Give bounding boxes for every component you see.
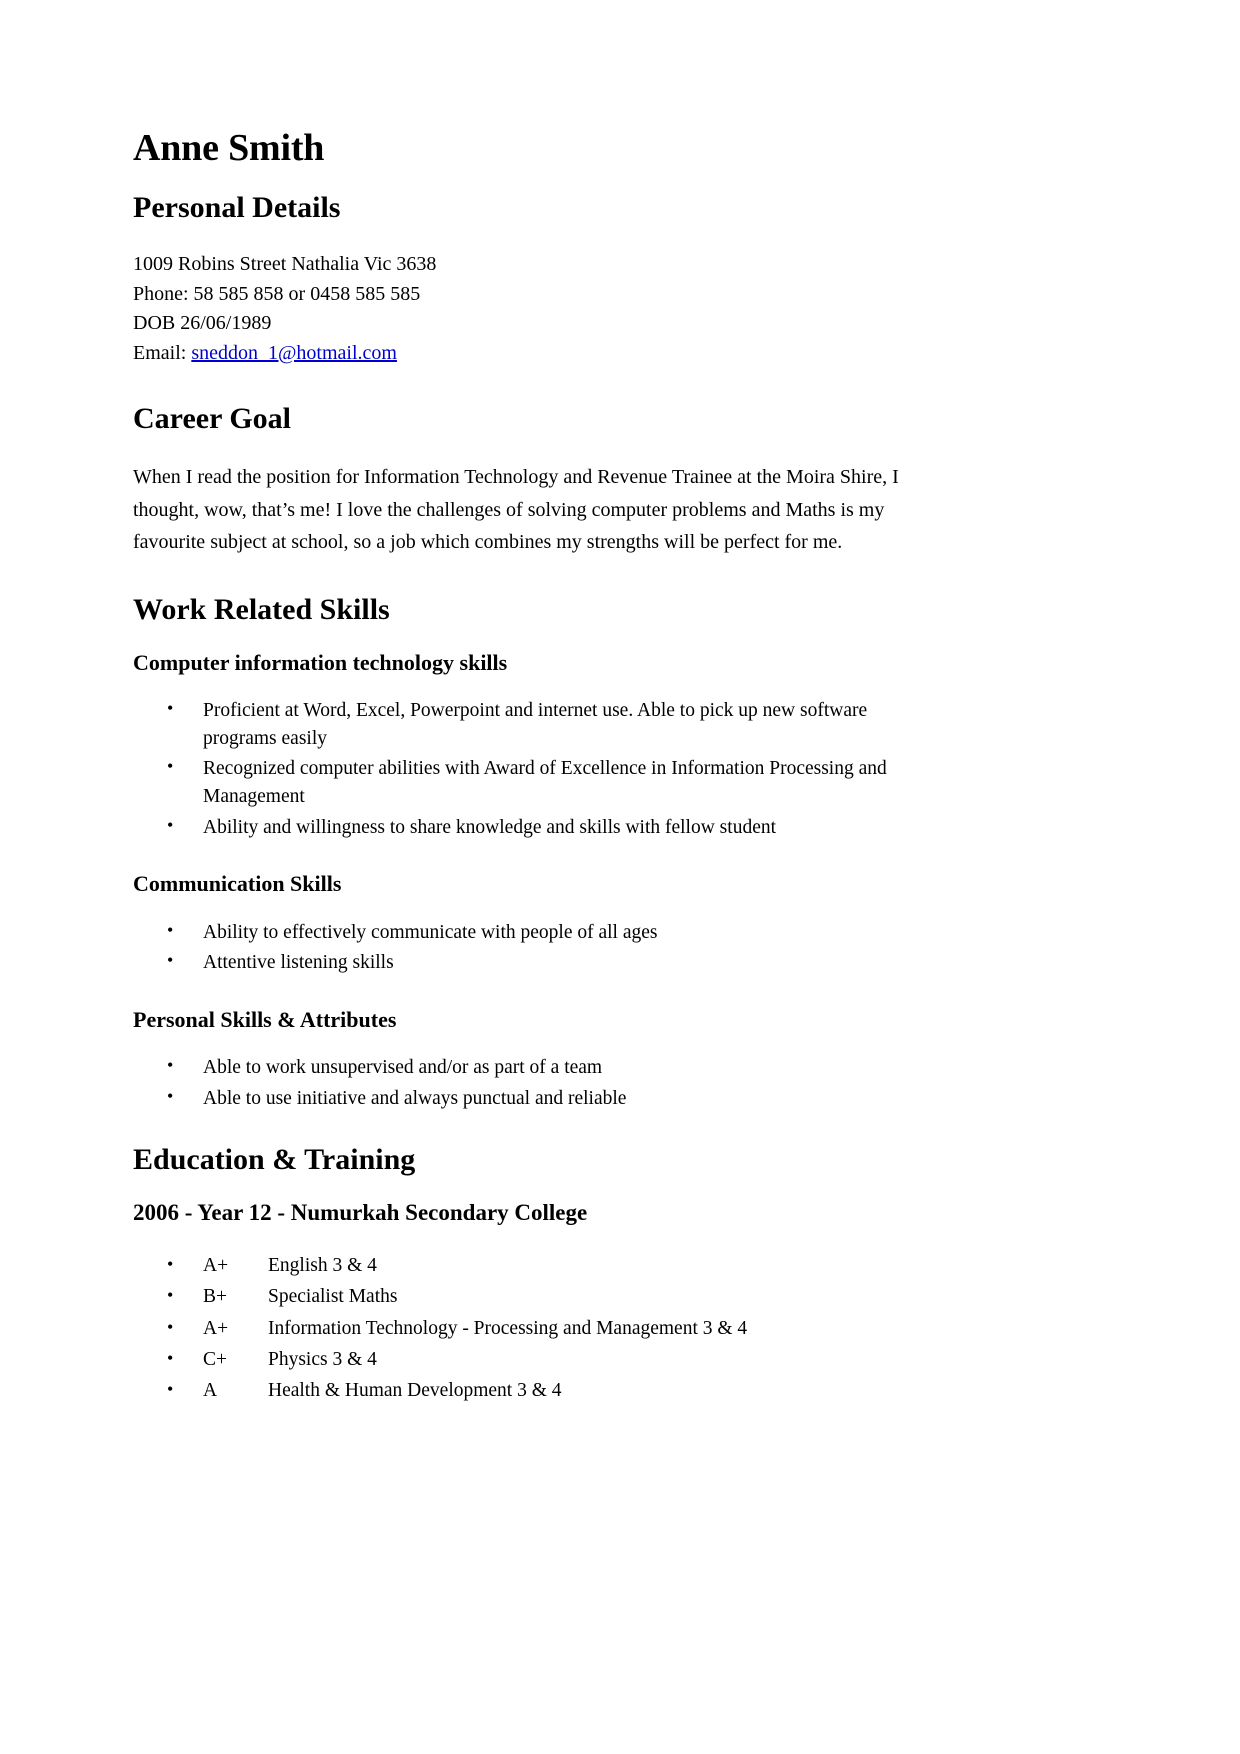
list-item: • Ability and willingness to share knowledge and skills with fellow student [133,814,933,842]
list-computer-skills [133,697,933,841]
list-personal-skills [133,1054,933,1112]
list-item [133,1252,933,1280]
address-line: 1009 Robins Street Nathalia Vic 3638 [133,253,437,276]
list-item: • Able to use initiative and always punctual and reliable [133,1085,933,1113]
personal-details-block [133,250,933,368]
list-item: • Ability to effectively communicate with people of all ages [133,919,933,947]
subheading-personal-skills-attributes: Personal Skills & Attributes [133,1006,397,1032]
grade-mark: C+ [203,1348,228,1370]
section-heading-education-training: Education & Training [133,1142,416,1176]
career-goal-paragraph: When I read the position for Information Technology and Revenue Trainee at the Moira Shire, I thought, wow, that’s me! I love the challenges of solving computer problems and Maths is my favourite subject at school, so a job which combines my strengths will be perfect for me. [133,466,899,554]
grade-mark: A+ [203,1255,229,1277]
email-link[interactable]: sneddon_1@hotmail.com [191,341,397,364]
list-item [133,1377,933,1405]
section-heading-career-goal: Career Goal [133,402,292,436]
list-item: • Attentive listening skills [133,949,933,977]
grade-mark: A [203,1380,218,1402]
grade-subject: Specialist Maths [268,1286,398,1308]
grade-mark: B+ [203,1286,228,1308]
email-label: Email: [133,341,187,364]
list-communication-skills [133,919,933,977]
phone-line: Phone: 58 585 858 or 0458 585 585 [133,282,421,305]
grade-subject: Information Technology - Processing and Management 3 & 4 [268,1317,748,1339]
list-item [133,1346,933,1374]
grade-subject: English 3 & 4 [268,1255,377,1277]
email-line [133,339,933,369]
list-item: • Proficient at Word, Excel, Powerpoint and internet use. Able to pick up new software programs easily [133,697,933,752]
subheading-communication-skills: Communication Skills [133,871,342,897]
page-title: Anne Smith [133,127,325,169]
grade-subject: Health & Human Development 3 & 4 [268,1380,562,1402]
list-item: • Able to work unsupervised and/or as part of a team [133,1054,933,1082]
section-heading-work-related-skills: Work Related Skills [133,592,390,626]
subheading-computer-information-technology-skills: Computer information technology skills [133,649,508,675]
grade-subject: Physics 3 & 4 [268,1348,377,1370]
dob-line: DOB 26/06/1989 [133,312,272,335]
list-item [133,1315,933,1343]
resume-content [133,128,933,1408]
subheading-school: 2006 - Year 12 - Numurkah Secondary College [133,1199,588,1225]
list-item [133,1283,933,1311]
section-heading-personal-details: Personal Details [133,191,341,225]
grade-mark: A+ [203,1317,229,1339]
list-grades [133,1252,933,1405]
list-item: • Recognized computer abilities with Award of Excellence in Information Processing and Management [133,755,933,810]
